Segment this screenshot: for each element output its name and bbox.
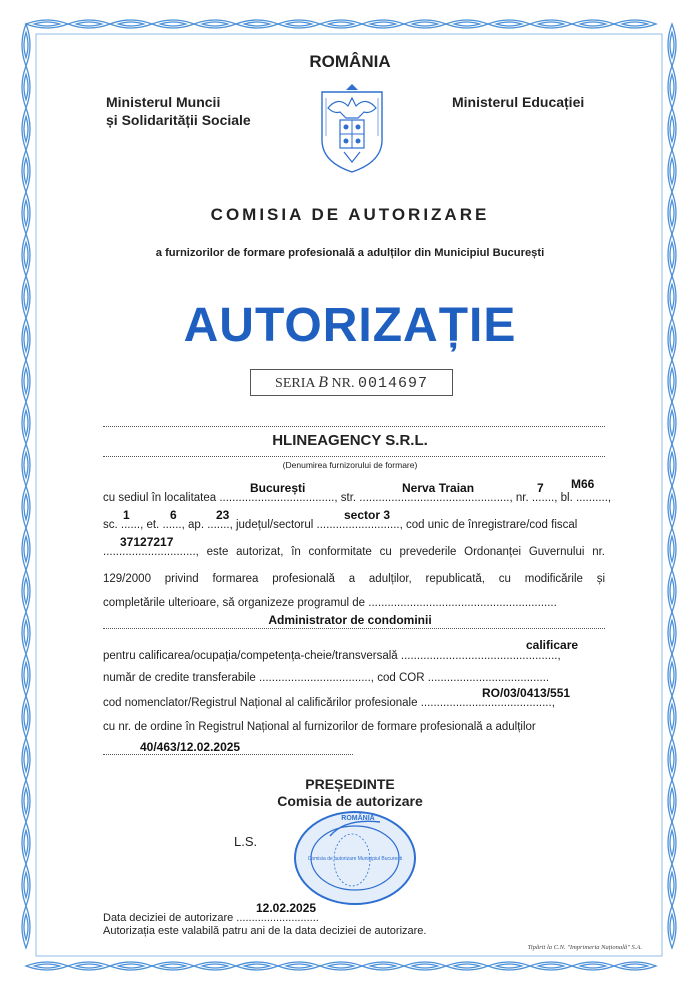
romanian-coat-of-arms-icon (318, 78, 386, 174)
label-bl: bl. (560, 492, 573, 504)
address-line-1: cu sediul în localitatea ...................................., str. ..............................................., nr. ......., bl. .........., (103, 492, 612, 504)
printer-note: Tipărit la C.N. "Imprimeria Națională" S.A. (527, 944, 642, 951)
dotted-line (103, 456, 605, 457)
authorized-text-1: este autorizat, în conformitate cu prevederile Ordonanței Guvernului nr. (206, 546, 605, 558)
provider-name-caption: (Denumirea furnizorului de formare) (282, 460, 418, 470)
dotted-line (103, 426, 605, 427)
serial-number: 0014697 (357, 375, 428, 392)
order-number-value: 40/463/12.02.2025 (140, 740, 241, 754)
serial-letter: B (318, 374, 328, 391)
label-credits: număr de credite transferabile (103, 672, 256, 684)
label-nr: nr. (515, 492, 529, 504)
ministry-labor-line1: Ministerul Muncii (106, 94, 221, 110)
document-title: AUTORIZAȚIE (183, 299, 517, 352)
sc-value: 1 (123, 508, 130, 522)
ls-label: L.S. (234, 834, 258, 849)
county-value: sector 3 (344, 508, 391, 522)
label-cor: cod COR (377, 672, 425, 684)
label-et: et. (146, 519, 160, 531)
decision-label: Data deciziei de autorizare (103, 912, 234, 924)
serial-nr-label: NR. (331, 376, 355, 391)
ministry-education: Ministerul Educației (452, 94, 585, 110)
label-for: pentru calificarea/ocupația/competența-cheie/transversală (103, 650, 398, 662)
locality-value: București (250, 481, 306, 495)
authorized-line-2: 129/2000 privind formarea profesională a adulților, republicată, cu modificările și (103, 573, 605, 585)
nr-value: 7 (537, 481, 544, 495)
validity-text: Autorizația este valabilă patru ani de la data deciziei de autorizare. (103, 925, 427, 937)
ministry-labor-line2: și Solidarității Sociale (106, 112, 251, 128)
decision-date-value: 12.02.2025 (256, 901, 317, 915)
official-stamp-icon (290, 808, 420, 908)
decision-line: Data deciziei de autorizare ........................... (103, 912, 319, 924)
authorized-text-3: completările ulterioare, să organizeze programul de (103, 597, 366, 609)
ap-value: 23 (216, 508, 230, 522)
president-block (0, 776, 700, 810)
seal-text-top: ROMÂNIA (341, 815, 375, 822)
ministry-labor (106, 93, 266, 129)
credits-line: număr de credite transferabile ..................................., cod COR ...................................... (103, 672, 550, 684)
label-ap: ap. (188, 519, 205, 531)
for-line: pentru calificarea/ocupația/competența-cheie/transversală ................................................., (103, 650, 561, 662)
serial-box (250, 369, 453, 396)
commission-title: COMISIA DE AUTORIZARE (210, 205, 490, 224)
nomenclator-value: RO/03/0413/551 (482, 686, 571, 700)
program-name: Administrator de condominii (268, 613, 432, 627)
president-title: PREȘEDINTE (305, 776, 395, 792)
seal-text-center: Comisia de autorizare Municipiul București (307, 856, 403, 862)
label-county: județul/sectorul (235, 519, 314, 531)
label-cui: cod unic de înregistrare/cod fiscal (406, 519, 578, 531)
commission-subtitle: a furnizorilor de formare profesională a adulților din Municipiul București (155, 247, 545, 259)
authorized-line-3: completările ulterioare, să organizeze programul de ........................................................... (103, 597, 557, 609)
label-sc: sc. (103, 519, 118, 531)
nomenclator-line: cod nomenclator/Registrul Național al calificărilor profesionale ........................................., (103, 697, 555, 709)
address-line-2: sc. ......, et. ......, ap. ......., județul/sectorul .........................., cod unic de înregistrare/cod fiscal (103, 519, 578, 531)
bl-value: M66 (571, 477, 595, 491)
cui-value: 37127217 (120, 535, 174, 549)
street-value: Nerva Traian (402, 481, 475, 495)
dotted-line (103, 628, 605, 629)
president-body: Comisia de autorizare (277, 793, 423, 809)
country-name: ROMÂNIA (309, 52, 391, 71)
dotted-line (103, 754, 353, 755)
et-value: 6 (170, 508, 177, 522)
program-type-value: calificare (526, 638, 579, 652)
provider-name: HLINEAGENCY S.R.L. (272, 432, 428, 449)
label-nomenclator: cod nomenclator/Registrul Național al calificărilor profesionale (103, 697, 418, 709)
order-line: cu nr. de ordine în Registrul Național al furnizorilor de formare profesională a adulților (103, 721, 536, 733)
serial-prefix: SERIA (275, 376, 315, 391)
label-locality: cu sediul în localitatea (103, 492, 217, 504)
authorized-line-1: ............................., este autorizat, în conformitate cu prevederile Ordonanței Guvernului nr. (103, 546, 605, 558)
label-street: str. (340, 492, 357, 504)
